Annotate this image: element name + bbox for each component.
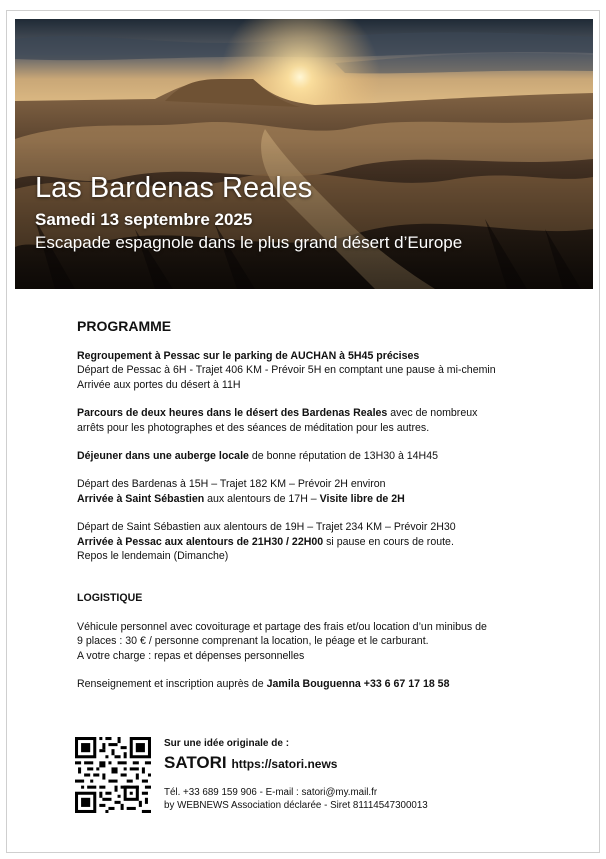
programme-block-lunch <box>77 449 547 463</box>
footer <box>75 737 535 817</box>
registration-line <box>77 677 547 691</box>
return-departure: Départ de Saint Sébastien aux alentours de 19H – Trajet 234 KM – Prévoir 2H30 <box>77 521 456 534</box>
programme-block-tour <box>77 406 547 435</box>
return-arrival <box>77 535 547 549</box>
return-highlight: Arrivée à Pessac aux alentours de 21H30 / 22H00 <box>77 535 324 548</box>
tour-line-1 <box>77 406 547 420</box>
flyer-page <box>6 10 600 853</box>
event-subtitle: Escapade espagnole dans le plus grand désert d’Europe <box>35 233 463 252</box>
logistique-block <box>77 620 547 663</box>
programme-heading: PROGRAMME <box>77 318 172 334</box>
programme-block-departure <box>77 349 547 392</box>
departure-info: Départ de Pessac à 6H - Trajet 406 KM - Prévoir 5H en comptant une pause à mi-chemin <box>77 364 496 377</box>
rest-day: Repos le lendemain (Dimanche) <box>77 550 229 563</box>
meeting-point: Regroupement à Pessac sur le parking de AUCHAN à 5H45 précises <box>77 350 420 362</box>
registration-block <box>77 677 547 691</box>
logistique-line-1: Véhicule personnel avec covoiturage et partage des frais et/ou location d’un minibus de <box>77 620 487 633</box>
lunch-highlight: Déjeuner dans une auberge locale <box>77 450 249 463</box>
arrival-desert: Arrivée aux portes du désert à 11H <box>77 378 241 391</box>
programme-section <box>77 317 547 706</box>
hero-banner <box>15 19 593 289</box>
lunch-rest: de bonne réputation de 13H30 à 14H45 <box>248 450 438 463</box>
logistique-line-3: A votre charge : repas et dépenses personnelles <box>77 649 305 662</box>
san-sebastian-arrival <box>77 492 547 506</box>
footer-brand-line <box>164 753 428 772</box>
logistique-heading: LOGISTIQUE <box>77 592 143 605</box>
san-sebastian-rest: aux alentours de 17H – <box>204 492 320 505</box>
brand-name: SATORI <box>164 753 227 772</box>
qr-code-icon[interactable] <box>75 737 151 813</box>
registration-prefix: Renseignement et inscription auprès de <box>77 678 267 691</box>
tour-highlight: Parcours de deux heures dans le désert des Bardenas Reales <box>77 407 388 420</box>
footer-text <box>164 737 428 812</box>
free-visit-highlight: Visite libre de 2H <box>319 492 405 505</box>
event-date: Samedi 13 septembre 2025 <box>35 210 253 229</box>
footer-intro: Sur une idée originale de : <box>164 738 290 749</box>
san-sebastian-highlight: Arrivée à Saint Sébastien <box>77 492 205 505</box>
return-rest: si pause en cours de route. <box>323 535 454 548</box>
event-title: Las Bardenas Reales <box>35 172 313 204</box>
registration-contact: Jamila Bouguenna +33 6 67 17 18 58 <box>266 678 450 691</box>
logistique-line-2: 9 places : 30 € / personne comprenant la location, le péage et le carburant. <box>77 635 429 648</box>
footer-contact <box>164 786 428 812</box>
lunch-line <box>77 449 547 463</box>
hero-text <box>35 171 462 255</box>
tour-rest: avec de nombreux <box>387 407 478 420</box>
programme-block-return <box>77 520 547 563</box>
tour-line-2: arrêts pour les photographes et des séances de méditation pour les autres. <box>77 421 430 434</box>
bardenas-departure: Départ des Bardenas à 15H – Trajet 182 KM – Prévoir 2H environ <box>77 478 386 491</box>
brand-url-link[interactable]: https://satori.news <box>231 757 338 771</box>
programme-block-san-sebastian <box>77 477 547 506</box>
legal-info: by WEBNEWS Association déclarée - Siret 81114547300013 <box>164 800 428 811</box>
contact-phone-email: Tél. +33 689 159 906 - E-mail : satori@my.mail.fr <box>164 787 378 798</box>
